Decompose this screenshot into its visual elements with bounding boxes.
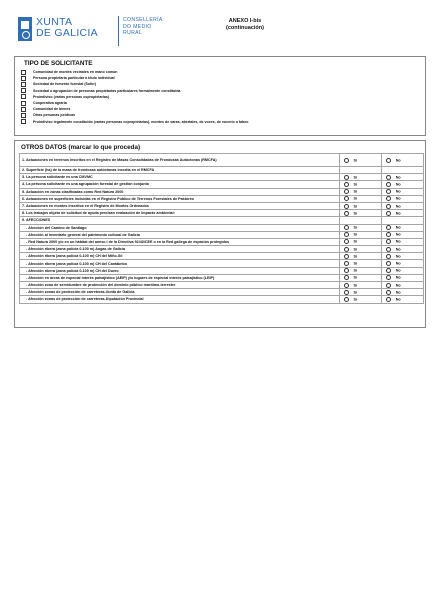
checkbox[interactable] bbox=[21, 107, 26, 112]
no-label: No bbox=[395, 283, 401, 288]
otros-datos-section bbox=[14, 140, 426, 328]
yes-cell bbox=[339, 253, 381, 260]
no-label: No bbox=[395, 268, 401, 273]
no-cell bbox=[381, 188, 423, 195]
no-radio[interactable] bbox=[386, 175, 391, 180]
table-row bbox=[20, 217, 424, 224]
table-row bbox=[20, 231, 424, 238]
no-radio[interactable] bbox=[386, 254, 391, 259]
checkbox[interactable] bbox=[21, 82, 26, 87]
yes-cell bbox=[339, 188, 381, 195]
yes-radio[interactable] bbox=[344, 158, 349, 163]
question-cell: - Afección en áreas de especial interés paisajístico (AEIP) y/o lugares de especial interés paisajístico (LEIP) bbox=[20, 274, 340, 281]
yes-label: Sí bbox=[353, 225, 357, 230]
yes-cell bbox=[339, 217, 381, 224]
yes-label: Sí bbox=[353, 268, 357, 273]
yes-label: Sí bbox=[353, 254, 357, 259]
question-cell: - Afección ribera (zona policía 0-100 m) CH del Miño-Sil bbox=[20, 253, 340, 260]
table-row bbox=[20, 224, 424, 231]
no-cell bbox=[381, 195, 423, 202]
yes-radio[interactable] bbox=[344, 182, 349, 187]
question-cell: 1. Actuaciones en terrenos inscritos en el Registro de Masas Consolidadas de Frondosas Autóctonas (RMCFA) bbox=[20, 154, 340, 167]
no-cell bbox=[381, 154, 423, 167]
question-cell: - Afección zona de servidumbre de protección del dominio público marítimo-terrestre bbox=[20, 282, 340, 289]
yes-cell bbox=[339, 174, 381, 181]
coat-of-arms-icon bbox=[18, 17, 32, 41]
yes-radio[interactable] bbox=[344, 247, 349, 252]
no-label: No bbox=[395, 189, 401, 194]
logo-line-2: DE GALICIA bbox=[36, 27, 98, 39]
yes-radio[interactable] bbox=[344, 239, 349, 244]
question-cell: 9. AFECCIONES bbox=[20, 217, 340, 224]
yes-radio[interactable] bbox=[344, 254, 349, 259]
yes-cell bbox=[339, 154, 381, 167]
tipo-option-label: Proindiviso legalmente constituido (varias personas copropietarias), montes de varas, abertales, de voces, de vocerío o fabeo bbox=[33, 119, 249, 124]
no-radio[interactable] bbox=[386, 275, 391, 280]
table-row bbox=[20, 267, 424, 274]
no-cell bbox=[381, 267, 423, 274]
question-cell: - Afección ribera (zona policía 0-100 m) CH del Duero bbox=[20, 267, 340, 274]
question-cell: 7. Actuaciones en montes inscritos en el Registro de Montes Ordenados bbox=[20, 202, 340, 209]
no-cell bbox=[381, 253, 423, 260]
no-cell bbox=[381, 167, 423, 174]
no-radio[interactable] bbox=[386, 268, 391, 273]
logo-separator bbox=[118, 16, 119, 46]
logo-line-1: XUNTA bbox=[36, 16, 73, 28]
yes-cell bbox=[339, 267, 381, 274]
no-label: No bbox=[395, 196, 401, 201]
annex-title: ANEXO I-bis bbox=[228, 18, 262, 24]
yes-cell bbox=[339, 224, 381, 231]
table-row bbox=[20, 181, 424, 188]
no-cell bbox=[381, 231, 423, 238]
checkbox[interactable] bbox=[21, 88, 26, 93]
no-label: No bbox=[395, 204, 401, 209]
no-cell bbox=[381, 246, 423, 253]
question-cell: - Afección del Camino de Santiago bbox=[20, 224, 340, 231]
yes-radio[interactable] bbox=[344, 275, 349, 280]
table-row bbox=[20, 167, 424, 174]
no-cell bbox=[381, 282, 423, 289]
yes-cell bbox=[339, 210, 381, 217]
table-row bbox=[20, 274, 424, 281]
no-cell bbox=[381, 217, 423, 224]
no-cell bbox=[381, 238, 423, 245]
tipo-option-label: Proindiviso (varias personas copropietarias) bbox=[33, 94, 110, 99]
table-row bbox=[20, 246, 424, 253]
checkbox[interactable] bbox=[21, 76, 26, 81]
yes-radio[interactable] bbox=[344, 189, 349, 194]
table-row bbox=[20, 195, 424, 202]
question-cell: 3. La persona solicitante es una CMVMC bbox=[20, 174, 340, 181]
yes-cell bbox=[339, 181, 381, 188]
department-name bbox=[123, 17, 163, 37]
tipo-option-label: Sociedad o agrupación de personas propietarias particulares formalmente constituida bbox=[33, 88, 181, 93]
yes-label: Sí bbox=[353, 239, 357, 244]
no-label: No bbox=[395, 290, 401, 295]
no-cell bbox=[381, 296, 423, 303]
checkbox[interactable] bbox=[21, 113, 26, 118]
no-label: No bbox=[395, 275, 401, 280]
table-row bbox=[20, 210, 424, 217]
no-radio[interactable] bbox=[386, 225, 391, 230]
annex-heading bbox=[205, 18, 285, 32]
no-radio[interactable] bbox=[386, 204, 391, 209]
yes-radio[interactable] bbox=[344, 283, 349, 288]
yes-radio[interactable] bbox=[344, 211, 349, 216]
yes-label: Sí bbox=[353, 275, 357, 280]
yes-cell bbox=[339, 289, 381, 296]
yes-radio[interactable] bbox=[344, 290, 349, 295]
table-row bbox=[20, 238, 424, 245]
yes-radio[interactable] bbox=[344, 225, 349, 230]
table-row bbox=[20, 253, 424, 260]
no-radio[interactable] bbox=[386, 261, 391, 266]
yes-label: Sí bbox=[353, 283, 357, 288]
checkbox[interactable] bbox=[21, 101, 26, 106]
checkbox[interactable] bbox=[21, 119, 26, 124]
yes-label: Sí bbox=[353, 157, 357, 162]
otros-datos-title: OTROS DATOS (marcar lo que proceda) bbox=[21, 144, 141, 151]
no-radio[interactable] bbox=[386, 158, 391, 163]
no-label: No bbox=[395, 261, 401, 266]
yes-radio[interactable] bbox=[344, 261, 349, 266]
yes-cell bbox=[339, 167, 381, 174]
yes-cell bbox=[339, 231, 381, 238]
no-cell bbox=[381, 210, 423, 217]
no-radio[interactable] bbox=[386, 297, 391, 302]
yes-label: Sí bbox=[353, 261, 357, 266]
table-row bbox=[20, 188, 424, 195]
question-cell: - Afección ribera (zona policía 0-100 m) Augas de Galicia bbox=[20, 246, 340, 253]
no-label: No bbox=[395, 182, 401, 187]
question-cell: 5. Actuación en zonas clasificadas como Red Natura 2000 bbox=[20, 188, 340, 195]
question-cell: - Red Natura 2000 y/o en un hábitat del anexo I de la Directiva 92/43/CEE o en la Red gallega de espacios protegidos bbox=[20, 238, 340, 245]
no-cell bbox=[381, 181, 423, 188]
checkbox[interactable] bbox=[21, 70, 26, 75]
no-cell bbox=[381, 289, 423, 296]
question-cell: 6. Actuaciones en superficies incluidas en el Registro Público de Terrenos Forestales de Pastoreo bbox=[20, 195, 340, 202]
no-cell bbox=[381, 174, 423, 181]
dept-line-3: RURAL bbox=[123, 30, 143, 36]
question-cell: - Afección zonas de protección de carreteras-Diputación Provincial bbox=[20, 296, 340, 303]
tipo-solicitante-list bbox=[21, 69, 425, 125]
yes-radio[interactable] bbox=[344, 175, 349, 180]
yes-radio[interactable] bbox=[344, 232, 349, 237]
no-label: No bbox=[395, 157, 401, 162]
no-label: No bbox=[395, 254, 401, 259]
yes-radio[interactable] bbox=[344, 204, 349, 209]
tipo-option-label: Cooperativa agraria bbox=[33, 101, 67, 106]
annex-subtitle: (continuación) bbox=[226, 25, 264, 31]
yes-label: Sí bbox=[353, 297, 357, 302]
tipo-option bbox=[21, 119, 425, 125]
question-cell: 8. Los trabajos objeto de solicitud de ayuda precisan evaluación de impacto ambiental: bbox=[20, 210, 340, 217]
table-row bbox=[20, 260, 424, 267]
no-label: No bbox=[395, 247, 401, 252]
yes-label: Sí bbox=[353, 211, 357, 216]
no-radio[interactable] bbox=[386, 239, 391, 244]
question-cell: - Afección al inventario general del patrimonio cultural de Galicia bbox=[20, 231, 340, 238]
yes-label: Sí bbox=[353, 247, 357, 252]
no-cell bbox=[381, 274, 423, 281]
table-row bbox=[20, 296, 424, 303]
tipo-option-label: Comunidad de montes vecinales en mano común bbox=[33, 70, 118, 74]
no-label: No bbox=[395, 239, 401, 244]
question-cell: 4. La persona solicitante es una agrupación forestal de gestión conjunta bbox=[20, 181, 340, 188]
no-label: No bbox=[395, 225, 401, 230]
yes-radio[interactable] bbox=[344, 297, 349, 302]
yes-label: Sí bbox=[353, 189, 357, 194]
yes-cell bbox=[339, 195, 381, 202]
dept-line-1: CONSELLERÍA bbox=[123, 17, 163, 23]
question-cell: 2. Superficie (ha) de la masa de frondosas autóctonas inscrita en el RMCFA bbox=[20, 167, 340, 174]
yes-label: Sí bbox=[353, 232, 357, 237]
no-radio[interactable] bbox=[386, 290, 391, 295]
yes-cell bbox=[339, 296, 381, 303]
table-row bbox=[20, 174, 424, 181]
tipo-option-label: Comunidad de bienes bbox=[33, 107, 71, 112]
no-radio[interactable] bbox=[386, 196, 391, 201]
tipo-option-label: Persona propietaria particular a título individual bbox=[33, 76, 115, 81]
yes-cell bbox=[339, 238, 381, 245]
tipo-option-label: Sociedad de fomento forestal (Sofor) bbox=[33, 82, 97, 87]
yes-cell bbox=[339, 246, 381, 253]
table-row bbox=[20, 282, 424, 289]
tipo-solicitante-section bbox=[14, 56, 426, 136]
no-label: No bbox=[395, 232, 401, 237]
yes-cell bbox=[339, 282, 381, 289]
yes-label: Sí bbox=[353, 290, 357, 295]
no-radio[interactable] bbox=[386, 247, 391, 252]
no-radio[interactable] bbox=[386, 182, 391, 187]
yes-label: Sí bbox=[353, 182, 357, 187]
no-cell bbox=[381, 224, 423, 231]
yes-label: Sí bbox=[353, 204, 357, 209]
yes-cell bbox=[339, 202, 381, 209]
checkbox[interactable] bbox=[21, 94, 26, 99]
no-radio[interactable] bbox=[386, 211, 391, 216]
yes-label: Sí bbox=[353, 196, 357, 201]
yes-cell bbox=[339, 274, 381, 281]
no-label: No bbox=[395, 175, 401, 180]
no-label: No bbox=[395, 211, 401, 216]
yes-label: Sí bbox=[353, 175, 357, 180]
no-cell bbox=[381, 202, 423, 209]
question-cell: - Afección zonas de protección de carreteras-Xunta de Galicia bbox=[20, 289, 340, 296]
xunta-logo bbox=[18, 16, 168, 48]
no-cell bbox=[381, 260, 423, 267]
yes-radio[interactable] bbox=[344, 196, 349, 201]
no-radio[interactable] bbox=[386, 232, 391, 237]
yes-cell bbox=[339, 260, 381, 267]
table-row bbox=[20, 154, 424, 167]
logo-text bbox=[36, 17, 98, 39]
tipo-solicitante-title: TIPO DE SOLICITANTE bbox=[24, 60, 93, 67]
yes-radio[interactable] bbox=[344, 268, 349, 273]
no-label: No bbox=[395, 297, 401, 302]
table-row bbox=[20, 202, 424, 209]
no-radio[interactable] bbox=[386, 189, 391, 194]
tipo-option-label: Otras personas jurídicas bbox=[33, 113, 76, 118]
dept-line-2: DO MEDIO bbox=[123, 23, 152, 30]
question-cell: - Afección ribera (zona policía 0-100 m) CH del Cantábrico bbox=[20, 260, 340, 267]
no-radio[interactable] bbox=[386, 283, 391, 288]
table-row bbox=[20, 289, 424, 296]
otros-datos-table bbox=[19, 153, 424, 304]
